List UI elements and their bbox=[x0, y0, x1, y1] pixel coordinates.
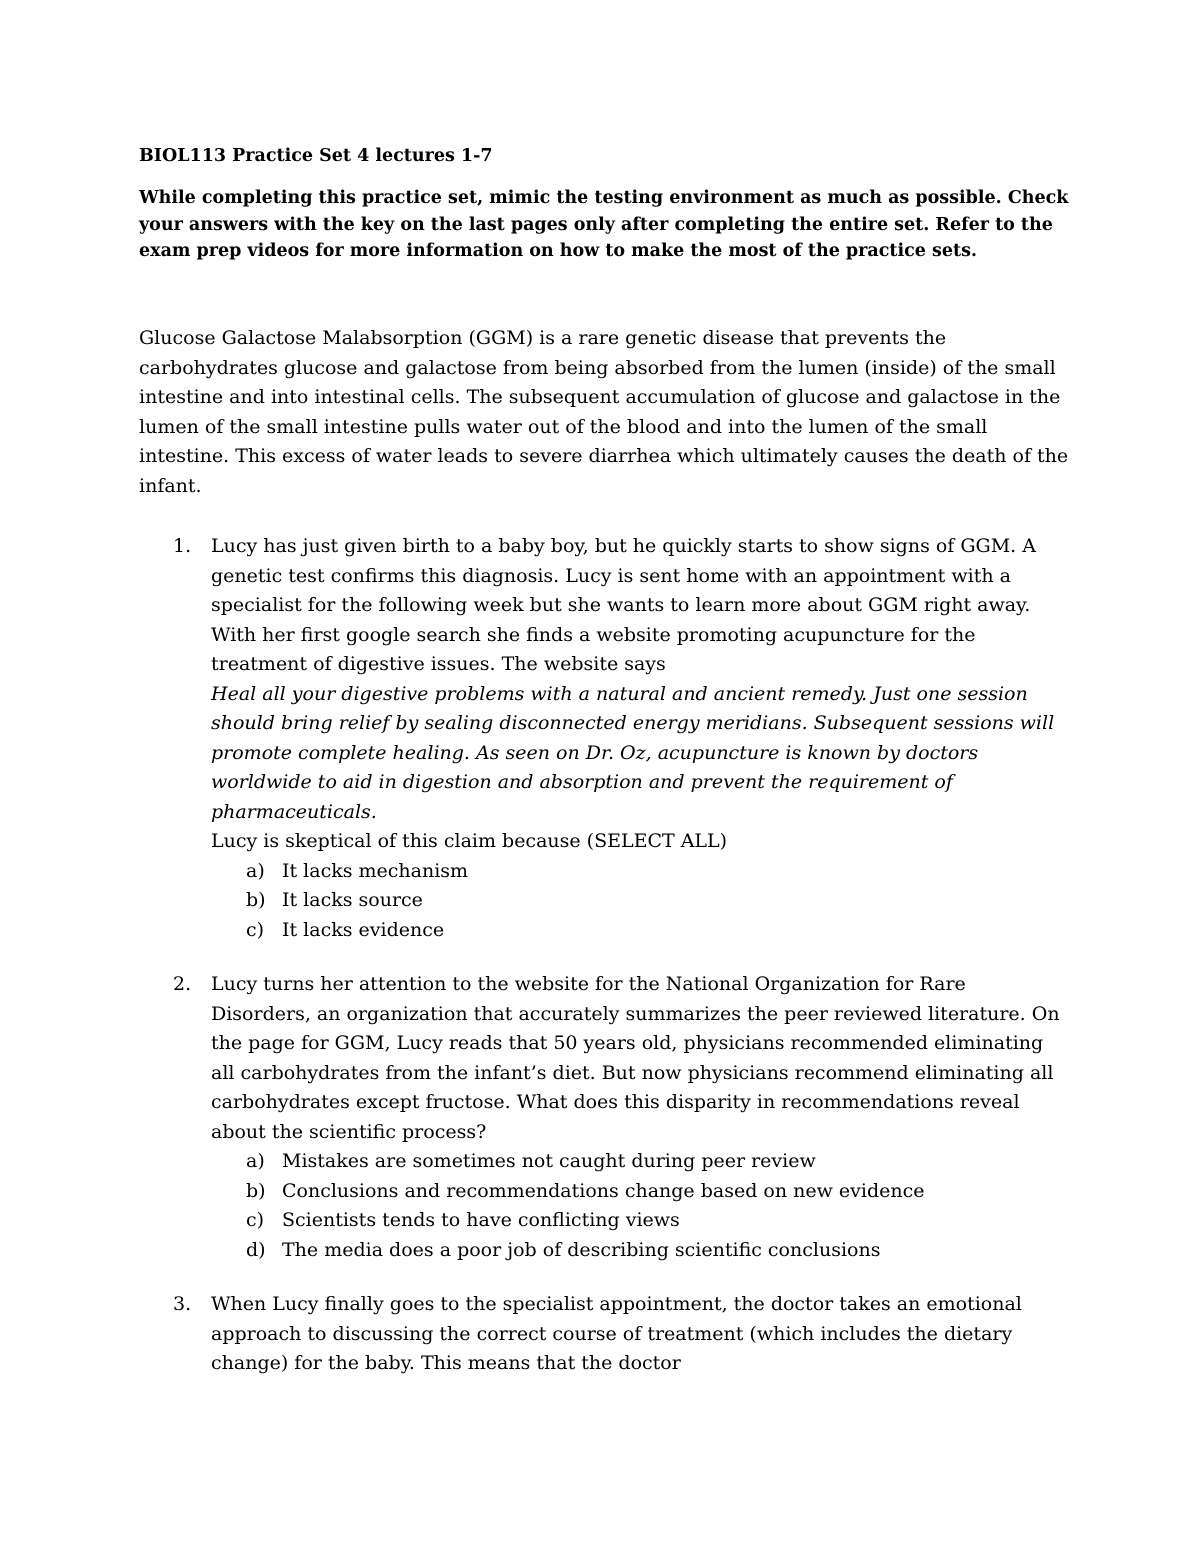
question-text: When Lucy finally goes to the specialist appointment, the doctor takes an emotional approach to discussing the correct course of treatment (which includes the dietary change) for the baby. This means that the doctor bbox=[211, 1293, 1022, 1374]
option-text: Scientists tends to have conflicting views bbox=[282, 1209, 680, 1231]
option-letter: b) bbox=[246, 889, 266, 911]
option-letter: c) bbox=[246, 918, 265, 941]
question-3 bbox=[173, 1290, 1071, 1379]
option-letter: a) bbox=[246, 1150, 265, 1172]
answer-option bbox=[211, 886, 1071, 916]
option-text: It lacks mechanism bbox=[282, 859, 469, 882]
answer-options bbox=[211, 1147, 1071, 1265]
website-claim-quote: Heal all your digestive problems with a natural and ancient remedy. Just one session should bring relief by sealing disconnected energy meridians. Subsequent sessions will promote complete healing. As seen on Dr. Oz, acupuncture is known by doctors worldwide to aid in digestion and absorption and prevent the requirement of pharmaceuticals. bbox=[211, 682, 1055, 823]
document-title: BIOL113 Practice Set 4 lectures 1-7 bbox=[139, 146, 493, 166]
option-text: It lacks source bbox=[282, 889, 423, 911]
answer-option bbox=[211, 1206, 1071, 1236]
answer-option bbox=[211, 1147, 1071, 1177]
instructions-paragraph: While completing this practice set, mimic the testing environment as much as possible. Check your answers with the key on the last pages only after completing the entire set. Refer to the exam prep videos for more information on how to make the most of the practice sets. bbox=[139, 188, 1069, 261]
answer-option bbox=[211, 857, 1071, 887]
question-text: Lucy has just given birth to a baby boy, but he quickly starts to show signs of GGM. A genetic test confirms this diagnosis. Lucy is sent home with an appointment with a specialist for the following week but she wants to learn more about GGM right away. With her first google search she finds a website promoting acupuncture for the treatment of digestive issues. The website says bbox=[211, 535, 1036, 675]
answer-option bbox=[211, 1236, 1071, 1266]
option-letter: d) bbox=[246, 1238, 266, 1261]
intro-paragraph: Glucose Galactose Malabsorption (GGM) is a rare genetic disease that prevents the carbohydrates glucose and galactose from being absorbed from the lumen (inside) of the small intestine and into intestinal cells. The subsequent accumulation of glucose and galactose in the lumen of the small intestine pulls water out of the blood and into the lumen of the small intestine. This excess of water leads to severe diarrhea which ultimately causes the death of the infant. bbox=[139, 327, 1069, 497]
answer-option bbox=[211, 916, 1071, 946]
option-text: It lacks evidence bbox=[282, 918, 445, 941]
question-text: Lucy turns her attention to the website for the National Organization for Rare Disorders, an organization that accurately summarizes the peer reviewed literature. On the page for GGM, Lucy reads that 50 years old, physicians recommended eliminating all carbohydrates from the infant’s diet. But now physicians recommend eliminating all carbohydrates except fructose. What does this disparity in recommendations reveal about the scientific process? bbox=[211, 973, 1060, 1143]
question-1 bbox=[173, 532, 1071, 945]
option-text: Mistakes are sometimes not caught during peer review bbox=[282, 1150, 816, 1172]
question-number: 2. bbox=[173, 973, 192, 995]
question-number: 1. bbox=[173, 535, 192, 557]
question-2 bbox=[173, 970, 1071, 1265]
option-letter: b) bbox=[246, 1179, 266, 1202]
option-text: The media does a poor job of describing scientific conclusions bbox=[282, 1238, 881, 1261]
option-letter: a) bbox=[246, 859, 265, 882]
option-letter: c) bbox=[246, 1209, 265, 1231]
question-number: 3. bbox=[173, 1293, 192, 1315]
answer-option bbox=[211, 1177, 1071, 1207]
option-text: Conclusions and recommendations change based on new evidence bbox=[282, 1179, 925, 1202]
question-prompt: Lucy is skeptical of this claim because (SELECT ALL) bbox=[211, 830, 728, 852]
answer-options bbox=[211, 857, 1071, 946]
